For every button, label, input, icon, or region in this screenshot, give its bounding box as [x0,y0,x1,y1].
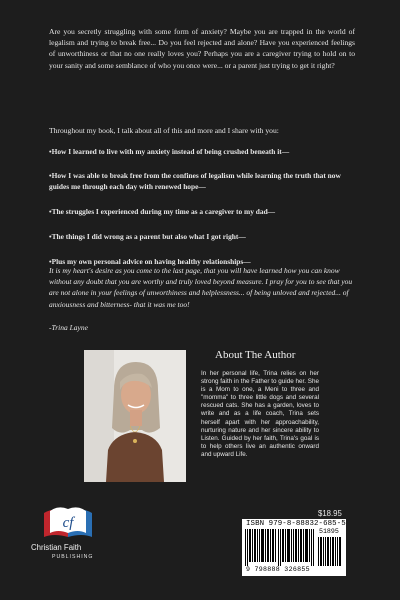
bullet-item: •The struggles I experienced during my time as a caregiver to my dad— [49,207,276,216]
about-text: In her personal life, Trina relies on her strong faith in the Father to guide her. She is a Mom to one, a Meni to three and "momma" to three little dogs and several rescued cats. She has a garden, loves to write and as a life coach, Trina sets herself apart with her approachability, nurturing nature and her sincere ability to Listen. Guided by her faith, Trina's goal is to help others live an authentic onward and upward Life. [201,370,319,458]
closing-paragraph: It is my heart's desire as you come to the last page, that you will have learned how you can know without any doubt that you are worthy and truly loved beyond measure. I pray for you to see that you are not alone in your feelings of unworthiness and helplessness... of being unloved and rejected... of anxiousness and bitterness- that it was me too! [49,266,353,309]
barcode [242,519,346,576]
ean-number: 9 798888 326855 [246,566,310,573]
bullet-item: •How I learned to live with my anxiety instead of being crushed beneath it— [49,147,290,156]
addon-bars [318,537,342,566]
bullet-item: •How I was able to break free from the confines of legalism while learning the truth that now guides me through each day with renewed hope— [49,171,341,191]
bullet-item: •Plus my own personal advice on having healthy relationships— [49,257,251,266]
lead-sentence: Throughout my book, I talk about all of this and more and I share with you: [49,126,279,135]
publisher-name: Christian Faith [31,543,82,552]
signature: -Trina Layne [49,323,88,332]
bullet-item: •The things I did wrong as a parent but also what I got right— [49,232,246,241]
isbn-label: ISBN 979-8-88832-685-5 [246,520,346,528]
author-photo [84,350,186,482]
publisher-sub: PUBLISHING [52,554,94,560]
barcode-bars [245,529,315,566]
addon-code: 51895 [319,528,339,535]
about-title: About The Author [215,349,296,361]
publisher-logo [40,497,96,539]
bullet-list [49,146,355,281]
price: $18.95 [318,509,342,518]
logo-letters: cf [62,515,74,531]
intro-paragraph: Are you secretly struggling with some form of anxiety? Maybe you are trapped in the world of legalism and trying to break free... Do you feel rejected and alone? Have you experienced feelings of unworthiness or that no one really loves you? Perhaps you are a caregiver trying to hold on to your sanity and some semblance of who you once were... or a parent just trying to get it right? [49,27,355,70]
